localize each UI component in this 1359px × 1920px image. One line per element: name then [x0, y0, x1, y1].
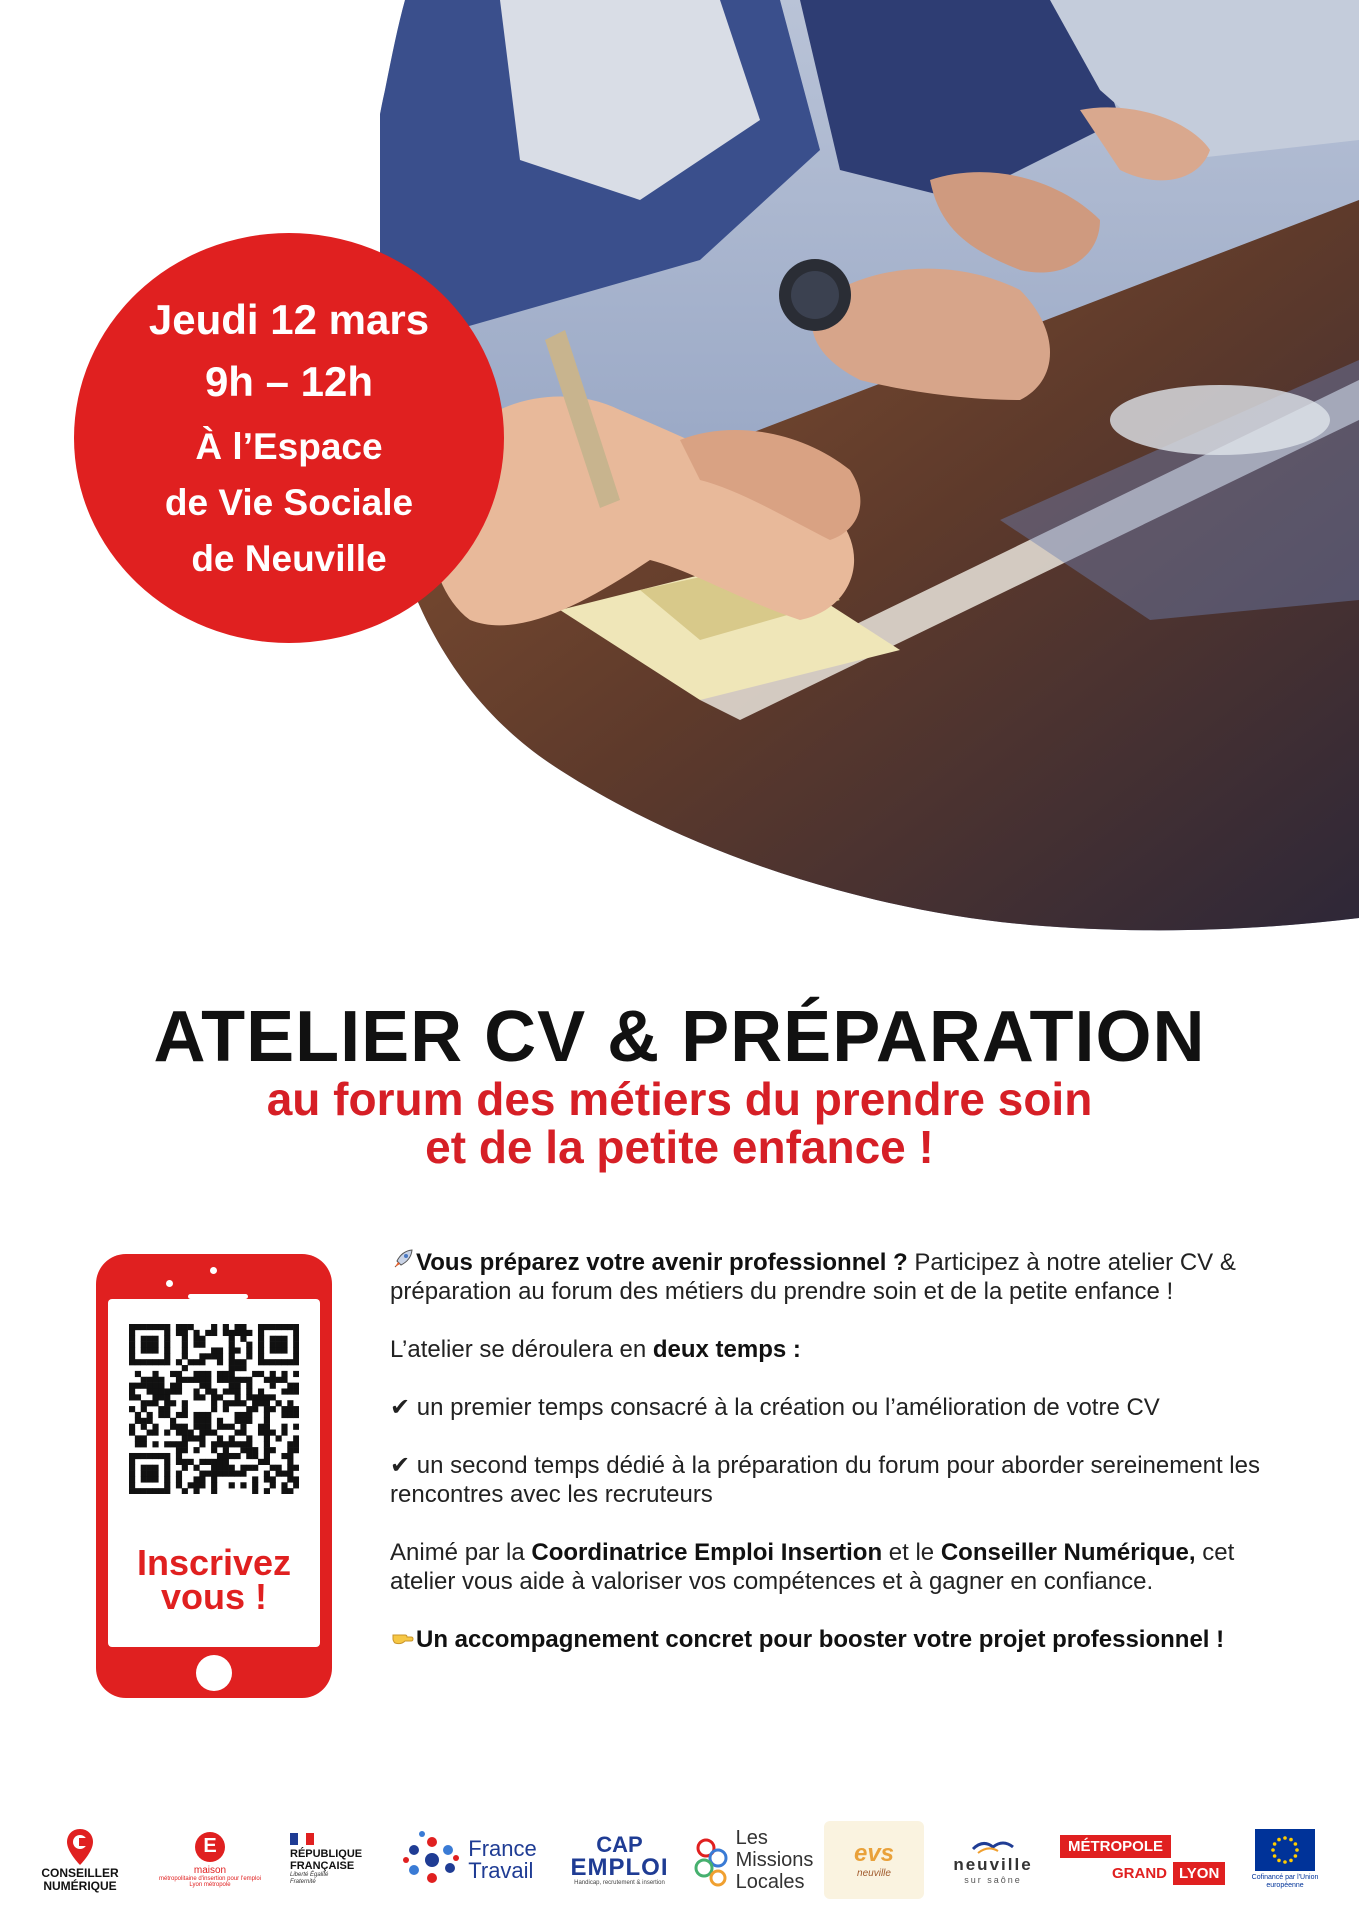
- missions-locales-rings-icon: [692, 1830, 732, 1890]
- register-cta[interactable]: [108, 1542, 320, 1617]
- french-flag-icon: [290, 1833, 314, 1845]
- step-item-2: [390, 1451, 1270, 1509]
- page-subtitle: [0, 1075, 1359, 1171]
- logo-maison-metropolitaine: [140, 1812, 280, 1907]
- logo-text: Lyon métropole: [189, 1881, 231, 1888]
- logo-text: métropolitaine d'insertion pour l'emploi: [158, 1875, 261, 1882]
- logo-union-europeenne: [1240, 1812, 1330, 1907]
- phone-illustration: [96, 1254, 332, 1698]
- description: [390, 1248, 1270, 1683]
- event-place-line1: À l’Espace: [195, 426, 383, 467]
- logo-text: EMPLOI: [570, 1853, 669, 1881]
- rocket-icon: [390, 1248, 416, 1277]
- maison-e-icon: E: [195, 1832, 225, 1862]
- logo-republique-francaise: [290, 1812, 380, 1907]
- intro-bold: Vous préparez votre avenir professionnel ?: [416, 1249, 908, 1276]
- check-icon: ✔: [390, 1452, 411, 1479]
- logo-text: Locales: [735, 1870, 805, 1893]
- step-item-2-text: un second temps dédié à la préparation du forum pour aborder sereinement les rencontres avec les recruteurs: [390, 1452, 1260, 1508]
- logo-metropole-grand-lyon: [1060, 1812, 1220, 1907]
- event-place-line3: de Neuville: [191, 538, 387, 579]
- facilitators-text-a: Animé par la: [390, 1539, 532, 1566]
- facilitators-paragraph: [390, 1538, 1270, 1596]
- steps-intro-bold: deux temps :: [652, 1336, 801, 1363]
- phone-camera-icon: [210, 1267, 217, 1274]
- intro-text: Participez à notre atelier CV & préparation au forum des métiers du prendre soin et de la petite enfance !: [390, 1249, 1236, 1305]
- phone-screen: [108, 1299, 320, 1647]
- digital-advisor-role: Conseiller Numérique,: [940, 1539, 1196, 1566]
- logo-text: FRANÇAISE: [290, 1860, 355, 1872]
- logo-text: NUMÉRIQUE: [43, 1878, 117, 1893]
- logo-france-travail: [392, 1812, 547, 1907]
- intro-paragraph: [390, 1248, 1270, 1306]
- logo-text: Missions: [735, 1848, 814, 1871]
- steps-intro: [390, 1335, 1270, 1364]
- logo-text: MÉTROPOLE: [1060, 1835, 1171, 1858]
- logo-text: Les: [735, 1826, 768, 1849]
- eu-flag-icon: [1255, 1829, 1315, 1871]
- facilitators-text-c: cet atelier vous aide à valoriser vos compétences et à gagner en confiance.: [390, 1539, 1235, 1595]
- france-travail-dots-icon: [402, 1830, 462, 1890]
- map-pin-icon: [65, 1827, 95, 1867]
- step-item-1-text: un premier temps consacré à la création ou l’amélioration de votre CV: [416, 1394, 1160, 1421]
- pointing-hand-icon: [390, 1625, 416, 1654]
- facilitators-text-b: et le: [882, 1539, 941, 1566]
- subtitle-line1: au forum des métiers du prendre soin: [266, 1073, 1093, 1125]
- register-cta-line1: Inscrivez: [136, 1542, 292, 1583]
- page-title: ATELIER CV & PRÉPARATION: [153, 997, 1206, 1077]
- logo-text: evs: [853, 1840, 895, 1867]
- subtitle-line2: et de la petite enfance !: [425, 1121, 934, 1173]
- steps-intro-text: L’atelier se déroulera en: [390, 1336, 653, 1363]
- event-place-line2: de Vie Sociale: [164, 482, 414, 523]
- logo-text: GRAND: [1112, 1864, 1167, 1882]
- logo-text: neuville: [857, 1868, 891, 1879]
- logo-text: LYON: [1173, 1862, 1225, 1885]
- logo-text: Cofinancé par l'Union européenne: [1251, 1874, 1319, 1889]
- logo-text: Handicap, recrutement & insertion: [574, 1879, 665, 1886]
- logo-evs-neuville: [823, 1812, 925, 1907]
- phone-home-button: [196, 1655, 232, 1691]
- coordinator-role: Coordinatrice Emploi Insertion: [531, 1539, 883, 1566]
- register-cta-line2: vous !: [160, 1576, 267, 1617]
- logo-cap-emploi: [562, 1812, 677, 1907]
- step-item-1: [390, 1393, 1270, 1422]
- logo-text: maison: [193, 1864, 227, 1876]
- logo-conseiller-numerique: [30, 1812, 130, 1907]
- logo-missions-locales: [690, 1812, 815, 1907]
- partner-logos: [0, 1812, 1359, 1907]
- logo-text: RÉPUBLIQUE: [290, 1848, 363, 1860]
- logo-text: sur saône: [964, 1874, 1022, 1885]
- closing-paragraph: [390, 1625, 1270, 1654]
- neuville-wave-icon: [968, 1835, 1018, 1855]
- closing-bold: Un accompagnement concret pour booster votre projet professionnel !: [416, 1626, 1225, 1653]
- logo-text: Liberté Égalité Fraternité: [290, 1872, 329, 1885]
- check-icon: ✔: [390, 1394, 411, 1421]
- logo-text: CAP: [596, 1831, 643, 1857]
- logo-text: Travail: [468, 1857, 534, 1883]
- logo-text: neuville: [953, 1854, 1033, 1874]
- event-info-badge: [74, 233, 504, 643]
- logo-neuville-sur-saone: [937, 1812, 1049, 1907]
- logo-text: CONSEILLER: [41, 1865, 119, 1880]
- event-time: 9h – 12h: [204, 358, 374, 405]
- phone-sensor-dot: [166, 1280, 173, 1287]
- logo-text: France: [468, 1835, 537, 1861]
- event-date: Jeudi 12 mars: [148, 296, 430, 343]
- registration-qr-code[interactable]: [129, 1324, 299, 1494]
